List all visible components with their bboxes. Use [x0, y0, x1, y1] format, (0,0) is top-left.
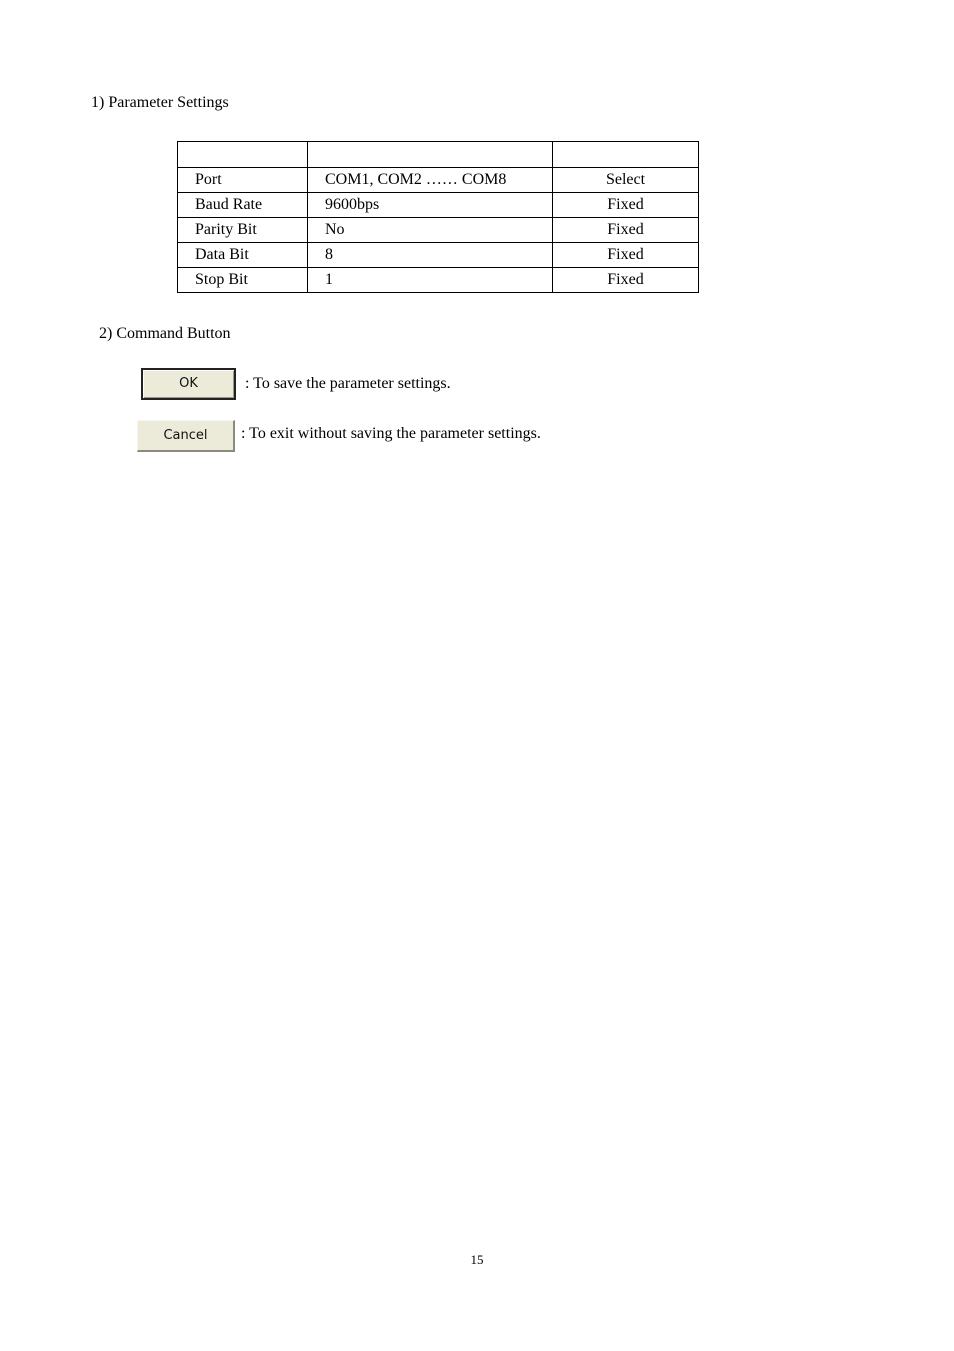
table-row	[178, 168, 699, 193]
header-cell	[553, 142, 699, 168]
table-row	[178, 243, 699, 268]
ok-button-description: : To save the parameter settings.	[245, 375, 451, 392]
command-button-heading: 2) Command Button	[99, 325, 231, 342]
cancel-button-description: : To exit without saving the parameter settings.	[241, 425, 541, 442]
ok-button[interactable]: OK	[141, 368, 236, 400]
table-row	[178, 218, 699, 243]
parameter-settings-table	[177, 141, 699, 293]
parameter-value: 1	[308, 268, 553, 293]
table-header-row	[178, 142, 699, 168]
parameter-mode: Select	[553, 168, 699, 193]
parameter-value: COM1, COM2 …… COM8	[308, 168, 553, 193]
header-cell	[178, 142, 308, 168]
parameter-mode: Fixed	[553, 218, 699, 243]
table-row	[178, 193, 699, 218]
parameter-value: 8	[308, 243, 553, 268]
parameter-mode: Fixed	[553, 193, 699, 218]
parameter-value: No	[308, 218, 553, 243]
parameter-mode: Fixed	[553, 268, 699, 293]
parameter-value: 9600bps	[308, 193, 553, 218]
header-cell	[308, 142, 553, 168]
page-number: 15	[470, 1252, 484, 1267]
parameter-name: Data Bit	[178, 243, 308, 268]
parameter-name: Port	[178, 168, 308, 193]
parameter-settings-heading: 1) Parameter Settings	[91, 94, 229, 111]
parameter-name: Parity Bit	[178, 218, 308, 243]
parameter-name: Baud Rate	[178, 193, 308, 218]
table-row	[178, 268, 699, 293]
cancel-button[interactable]: Cancel	[137, 420, 235, 452]
parameter-mode: Fixed	[553, 243, 699, 268]
parameter-name: Stop Bit	[178, 268, 308, 293]
